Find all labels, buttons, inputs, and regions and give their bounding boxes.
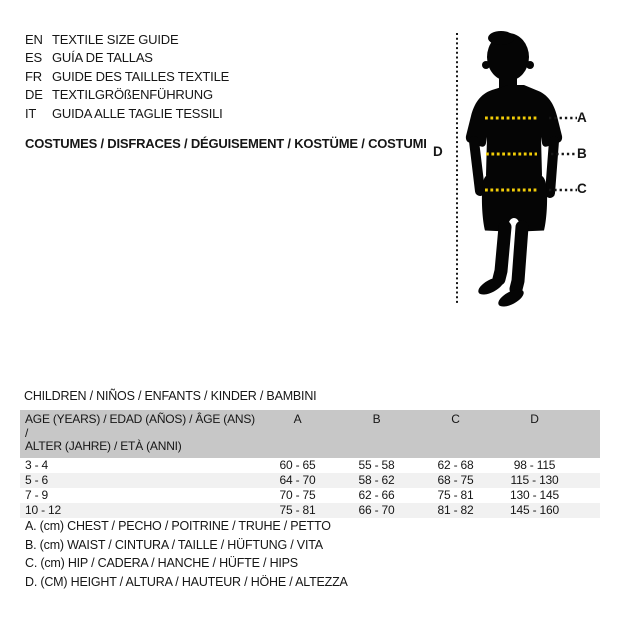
age-cell: 10 - 12 (25, 502, 61, 517)
height-range: 130 - 145 (510, 487, 559, 502)
language-label: TEXTILGRÖßENFÜHRUNG (52, 87, 213, 103)
legend-chest: A. (cm) CHEST / PECHO / POITRINE / TRUHE / PETTO (25, 519, 331, 533)
legend-hip: C. (cm) HIP / CADERA / HANCHE / HÜFTE / HIPS (25, 556, 298, 571)
size-row (20, 473, 600, 488)
child-silhouette (466, 31, 562, 310)
age-header-line1: AGE (YEARS) / EDAD (AÑOS) / ÂGE (ANS) / (25, 412, 255, 440)
chest-range: 70 - 75 (279, 487, 316, 502)
hip-range: 62 - 68 (437, 457, 474, 472)
waist-range: 66 - 70 (358, 502, 395, 517)
language-row-fr (25, 68, 229, 86)
measure-legend (25, 517, 348, 591)
column-header-d: D (530, 412, 539, 426)
age-cell: 3 - 4 (25, 457, 49, 472)
category-title: COSTUMES / DISFRACES / DÉGUISEMENT / KOSTÜME / COSTUMI (25, 136, 427, 151)
language-code: FR (25, 68, 42, 84)
language-row-it (25, 105, 229, 123)
waist-range: 58 - 62 (358, 472, 395, 487)
chest-range: 75 - 81 (279, 502, 316, 517)
children-section-title: CHILDREN / NIÑOS / ENFANTS / KINDER / BAMBINI (24, 389, 317, 403)
language-label: GUIDA ALLE TAGLIE TESSILI (52, 105, 223, 121)
language-list (25, 31, 229, 123)
waist-range: 55 - 58 (358, 457, 395, 472)
language-code: EN (25, 32, 43, 47)
height-range: 115 - 130 (510, 472, 559, 487)
language-label: TEXTILE SIZE GUIDE (52, 32, 179, 47)
waist-label: B (577, 146, 587, 161)
size-table (20, 410, 600, 518)
column-header-a: A (293, 412, 302, 426)
size-table-header (20, 410, 600, 458)
language-row-de (25, 86, 229, 104)
hip-range: 75 - 81 (437, 487, 474, 502)
size-row (20, 488, 600, 503)
waist-range: 62 - 66 (358, 487, 395, 502)
chest-range: 64 - 70 (279, 472, 316, 487)
legend-waist: B. (cm) WAIST / CINTURA / TAILLE / HÜFTUNG / VITA (25, 537, 323, 552)
age-cell: 5 - 6 (25, 472, 49, 487)
height-label: D (433, 144, 443, 159)
language-label: GUÍA DE TALLAS (52, 50, 153, 66)
column-header-b: B (372, 412, 381, 426)
height-range: 145 - 160 (510, 502, 559, 517)
language-label: GUIDE DES TAILLES TEXTILE (52, 68, 230, 84)
hip-label: C (577, 181, 587, 196)
column-header-c: C (451, 412, 460, 426)
language-code: DE (25, 87, 43, 103)
age-header-line2: ALTER (JAHRE) / ETÀ (ANNI) (25, 439, 182, 453)
height-range: 98 - 115 (513, 457, 556, 472)
chest-range: 60 - 65 (279, 457, 316, 472)
age-cell: 7 - 9 (25, 487, 49, 502)
language-code: IT (25, 105, 37, 121)
hip-range: 68 - 75 (437, 472, 474, 487)
size-row (20, 458, 600, 473)
legend-height: D. (CM) HEIGHT / ALTURA / HAUTEUR / HÖHE / ALTEZZA (25, 574, 348, 589)
language-row-en (25, 31, 229, 49)
chest-label: A (577, 110, 587, 125)
language-row-es (25, 49, 229, 67)
size-row (20, 503, 600, 518)
language-code: ES (25, 50, 42, 66)
age-header-cell (20, 413, 258, 454)
child-silhouette-diagram (430, 25, 600, 310)
hip-range: 81 - 82 (437, 502, 474, 517)
